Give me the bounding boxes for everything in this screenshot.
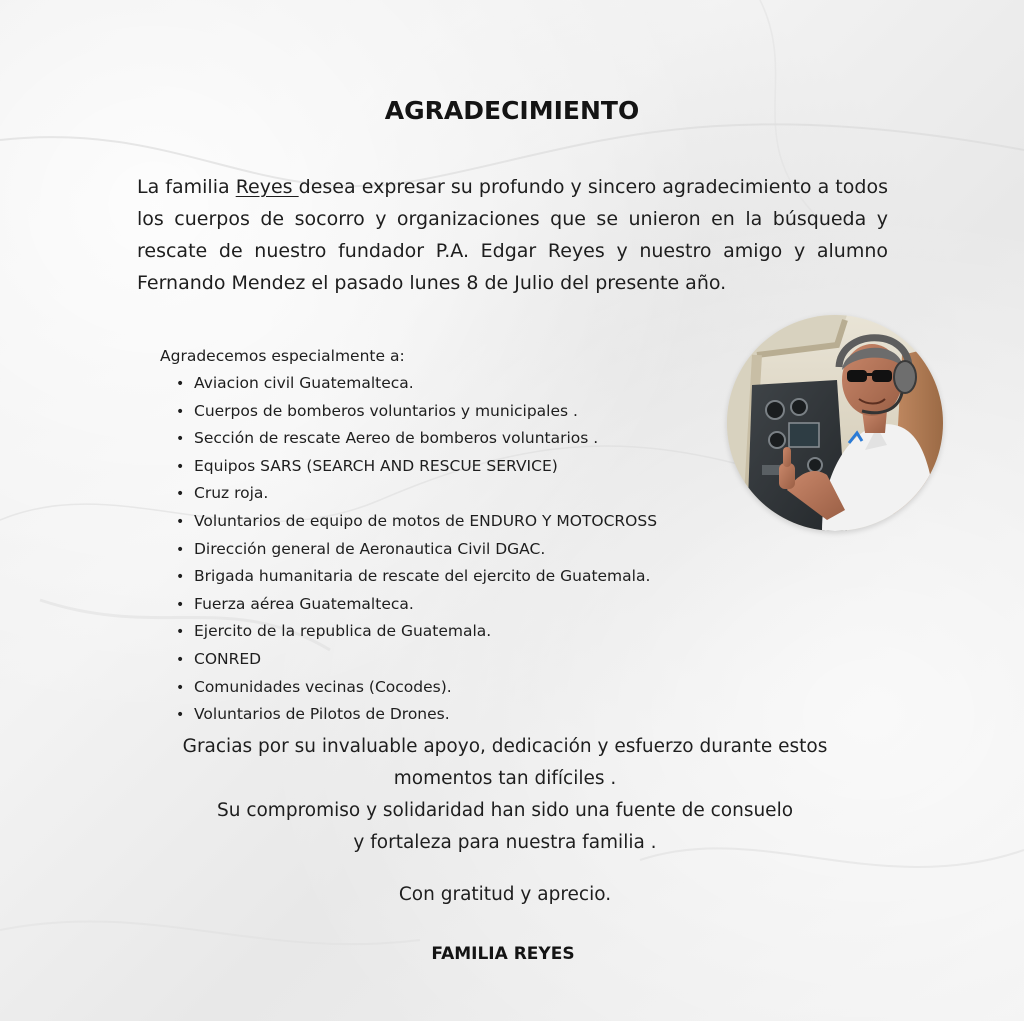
bullet-icon: • bbox=[176, 376, 185, 392]
bullet-icon: • bbox=[176, 486, 185, 503]
list-item-text: Ejercito de la republica de Guatemala. bbox=[194, 622, 492, 641]
list-item bbox=[176, 370, 760, 398]
list-item-text: Brigada humanitaria de rescate del ejercito de Guatemala. bbox=[194, 567, 651, 586]
closing-message bbox=[0, 731, 1010, 859]
list-item bbox=[176, 398, 760, 426]
list-item bbox=[176, 536, 760, 564]
page-title: AGRADECIMIENTO bbox=[384, 96, 640, 125]
signature: FAMILIA REYES bbox=[431, 944, 575, 964]
list-item bbox=[176, 646, 760, 674]
closing-line-2: momentos tan difíciles . bbox=[393, 768, 617, 789]
bullet-icon: • bbox=[176, 541, 185, 558]
acknowledgement-list bbox=[160, 370, 760, 729]
pilot-portrait-photo bbox=[727, 315, 943, 531]
list-item-text: Equipos SARS (SEARCH AND RESCUE SERVICE) bbox=[194, 456, 558, 475]
bullet-icon: • bbox=[176, 403, 185, 420]
list-item-text: Sección de rescate Aereo de bomberos voluntarios . bbox=[194, 429, 599, 448]
list-item bbox=[176, 618, 760, 646]
pilot-in-cockpit-illustration bbox=[727, 315, 943, 531]
bullet-icon: • bbox=[176, 431, 185, 448]
bullet-icon: • bbox=[176, 458, 185, 475]
acknowledgement-section bbox=[160, 343, 760, 729]
list-item bbox=[176, 480, 760, 508]
family-name: Reyes bbox=[235, 176, 299, 198]
closing-line-3: Su compromiso y solidaridad han sido una fuente de consuelo bbox=[216, 800, 794, 821]
list-item bbox=[176, 701, 760, 729]
list-item-text: Aviacion civil Guatemalteca. bbox=[194, 374, 414, 392]
intro-text-start: La familia bbox=[137, 176, 236, 198]
bullet-icon: • bbox=[176, 679, 185, 696]
list-item bbox=[176, 453, 760, 481]
list-item-text: Cruz roja. bbox=[194, 484, 269, 503]
list-item-text: Voluntarios de Pilotos de Drones. bbox=[194, 705, 450, 724]
closing-line-4: y fortaleza para nuestra familia . bbox=[353, 832, 657, 853]
list-item-text: Fuerza aérea Guatemalteca. bbox=[194, 594, 414, 613]
bullet-icon: • bbox=[176, 596, 185, 613]
bullet-icon: • bbox=[176, 569, 185, 586]
intro-text-end: desea expresar su profundo y sincero agradecimiento a todos los cuerpos de socorro y organizaciones que se unieron en la búsqueda y rescate de nuestro fundador P.A. Edgar Reyes y nuestro amigo y alumno Fernando Mendez el pasado lunes 8 de Julio del presente año. bbox=[137, 176, 888, 294]
list-item bbox=[176, 563, 760, 591]
list-item bbox=[176, 674, 760, 702]
list-item-text: Dirección general de Aeronautica Civil DGAC. bbox=[194, 539, 546, 558]
bullet-icon: • bbox=[176, 624, 185, 641]
list-item-text: CONRED bbox=[194, 649, 262, 668]
intro-paragraph bbox=[137, 171, 888, 299]
list-item bbox=[176, 508, 760, 536]
closing-line-1: Gracias por su invaluable apoyo, dedicación y esfuerzo durante estos bbox=[182, 736, 828, 757]
bullet-icon: • bbox=[176, 651, 185, 668]
list-heading: Agradecemos especialmente a: bbox=[160, 347, 405, 365]
list-item bbox=[176, 591, 760, 619]
bullet-icon: • bbox=[176, 707, 185, 724]
list-item-text: Voluntarios de equipo de motos de ENDURO Y MOTOCROSS bbox=[194, 511, 658, 530]
list-item-text: Cuerpos de bomberos voluntarios y municipales . bbox=[194, 401, 578, 420]
list-item bbox=[176, 425, 760, 453]
farewell-line: Con gratitud y aprecio. bbox=[398, 884, 612, 905]
bullet-icon: • bbox=[176, 513, 185, 530]
list-item-text: Comunidades vecinas (Cocodes). bbox=[194, 677, 452, 696]
